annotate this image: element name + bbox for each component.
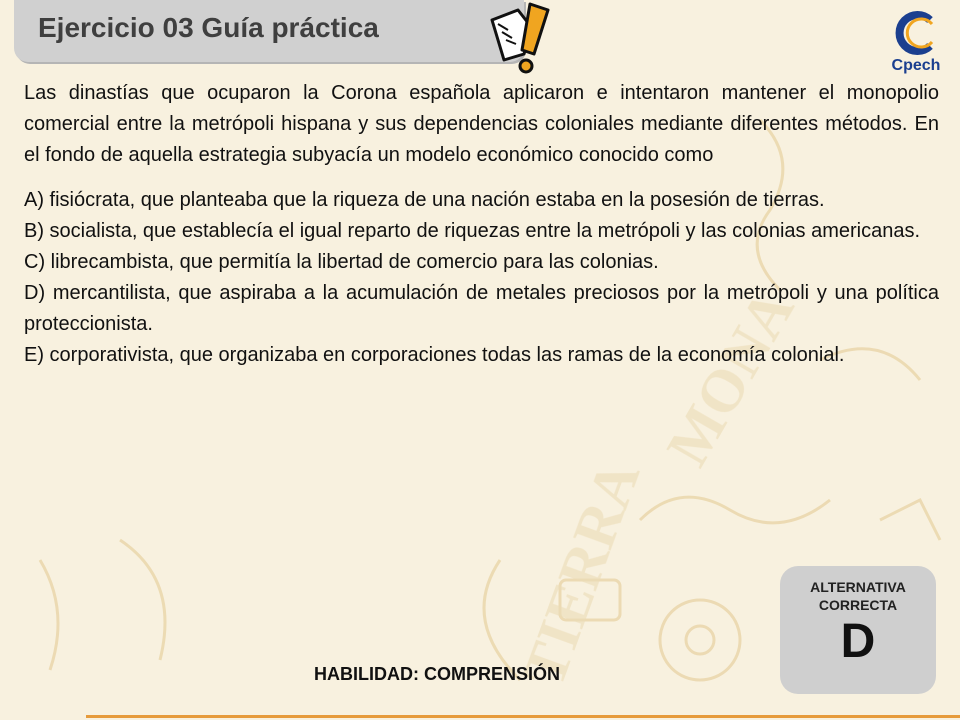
svg-text:TIERRA: TIERRA bbox=[510, 452, 653, 695]
option-b: B) socialista, que establecía el igual reparto de riquezas entre la metrópoli y las colonias americanas. bbox=[24, 220, 921, 242]
answer-label-line2: CORRECTA bbox=[818, 597, 898, 613]
logo-text: Cpech bbox=[891, 57, 941, 74]
option-d: D) mercantilista, que aspiraba a la acumulación de metales preciosos por la metrópoli y una política proteccionista. bbox=[24, 282, 939, 335]
question-content bbox=[24, 78, 939, 371]
correct-answer-box bbox=[780, 566, 936, 694]
skill-label: HABILIDAD: COMPRENSIÓN bbox=[314, 664, 560, 684]
page-title: Ejercicio 03 Guía práctica bbox=[38, 12, 379, 43]
option-a: A) fisiócrata, que planteaba que la riqueza de una nación estaba en la posesión de tierras. bbox=[24, 189, 825, 211]
cpech-logo bbox=[876, 6, 956, 76]
pointing-hand-exclamation-icon bbox=[484, 0, 564, 80]
answer-label-line1: ALTERNATIVA bbox=[810, 579, 906, 595]
svg-text:MONA: MONA bbox=[654, 278, 807, 477]
option-e: E) corporativista, que organizaba en corporaciones todas las ramas de la economía colonial. bbox=[24, 344, 845, 366]
option-c: C) librecambista, que permitía la libertad de comercio para las colonias. bbox=[24, 251, 659, 273]
bottom-divider bbox=[86, 715, 960, 718]
answer-label bbox=[780, 578, 936, 614]
answer-letter: D bbox=[840, 615, 876, 668]
question-stem: Las dinastías que ocuparon la Corona española aplicaron e intentaron mantener el monopolio comercial entre la metrópoli hispana y sus dependencias coloniales mediante diferentes métodos. En el fondo de aquella estrategia subyacía un modelo económico conocido como bbox=[24, 82, 939, 166]
